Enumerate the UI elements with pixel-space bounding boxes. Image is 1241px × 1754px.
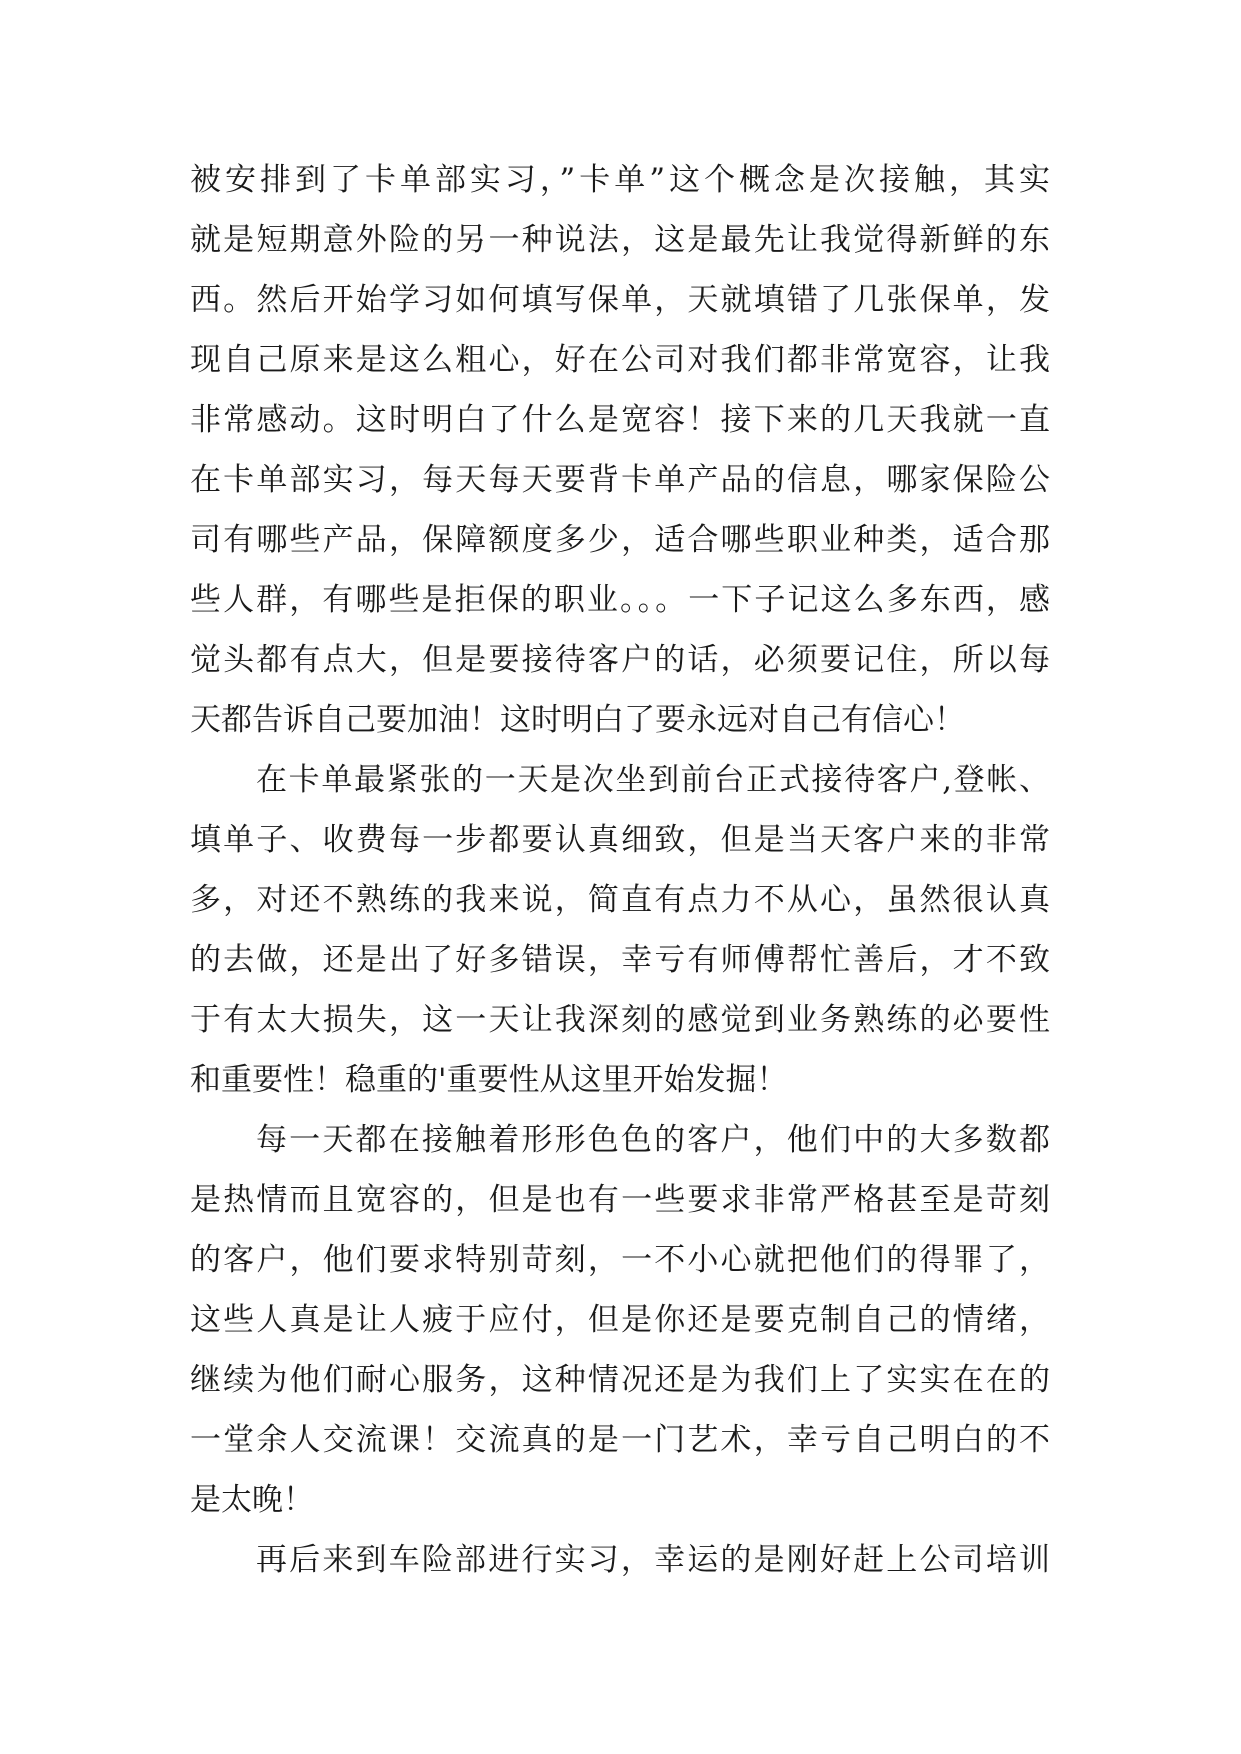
text-line: 多，对还不熟练的我来说，简直有点力不从心，虽然很认真 [190, 882, 1050, 918]
text-line: 些人群，有哪些是拒保的职业。。。一下子记这么多东西，感 [190, 582, 1050, 618]
text-line: 是热情而且宽容的，但是也有一些要求非常严格甚至是苛刻 [190, 1182, 1050, 1218]
text-line: 司有哪些产品，保障额度多少，适合哪些职业种类，适合那 [190, 522, 1050, 558]
text-line: 的去做，还是出了好多错误，幸亏有师傅帮忙善后，才不致 [190, 942, 1050, 978]
text-line: 就是短期意外险的另一种说法，这是最先让我觉得新鲜的东 [190, 222, 1050, 258]
text-line: 再后来到车险部进行实习，幸运的是刚好赶上公司培训 [256, 1542, 1050, 1578]
text-line: 是太晚！ [190, 1482, 314, 1518]
text-line: 每一天都在接触着形形色色的客户，他们中的大多数都 [256, 1122, 1050, 1158]
text-line: 在卡单最紧张的一天是次坐到前台正式接待客户,登帐、 [256, 762, 1050, 798]
text-line: 的客户，他们要求特别苛刻，一不小心就把他们的得罪了， [190, 1242, 1050, 1278]
text-line: 一堂余人交流课！交流真的是一门艺术，幸亏自己明白的不 [190, 1422, 1050, 1458]
text-line: 这些人真是让人疲于应付，但是你还是要克制自己的情绪， [190, 1302, 1050, 1338]
text-line: 于有太大损失，这一天让我深刻的感觉到业务熟练的必要性 [190, 1002, 1050, 1038]
text-line: 西。然后开始学习如何填写保单，天就填错了几张保单，发 [190, 282, 1050, 318]
text-line: 觉头都有点大，但是要接待客户的话，必须要记住，所以每 [190, 642, 1050, 678]
text-line: 现自己原来是这么粗心，好在公司对我们都非常宽容，让我 [190, 342, 1050, 378]
text-line: 继续为他们耐心服务，这种情况还是为我们上了实实在在的 [190, 1362, 1050, 1398]
text-line: 在卡单部实习，每天每天要背卡单产品的信息，哪家保险公 [190, 462, 1050, 498]
text-line: 被安排到了卡单部实习，”卡单”这个概念是次接触，其实 [190, 162, 1050, 198]
text-line: 天都告诉自己要加油！这时明白了要永远对自己有信心！ [190, 702, 965, 738]
text-line: 和重要性！稳重的'重要性从这里开始发掘！ [190, 1062, 788, 1098]
text-line: 非常感动。这时明白了什么是宽容！接下来的几天我就一直 [190, 402, 1050, 438]
document-body [190, 150, 1050, 1590]
text-line: 填单子、收费每一步都要认真细致，但是当天客户来的非常 [190, 822, 1050, 858]
